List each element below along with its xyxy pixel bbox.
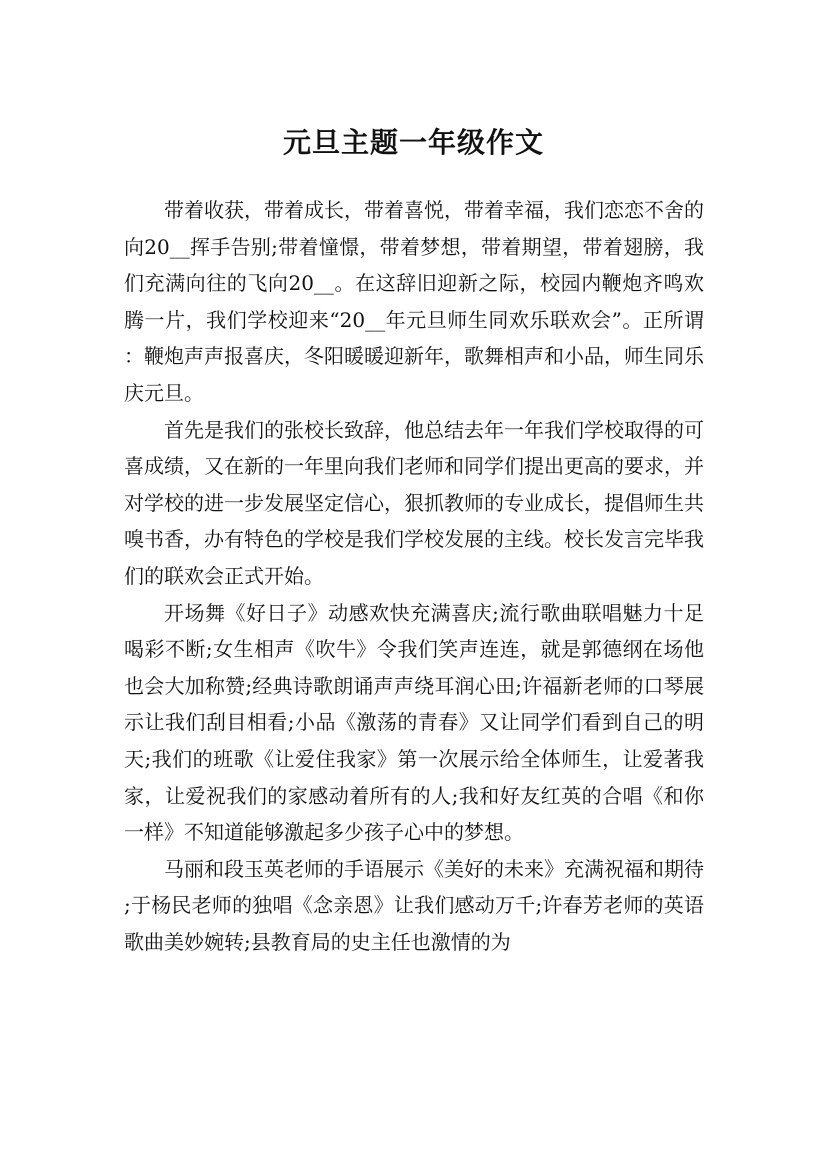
paragraph-1: 带着收获，带着成长，带着喜悦，带着幸福，我们恋恋不舍的向20__挥手告别;带着憧憬，带着梦想，带着期望，带着翅膀，我们充满向往的飞向20__。在这辞旧迎新之际，校园内鞭炮齐鸣欢腾一片，我们学校迎来“20__年元旦师生同欢乐联欢会”。正所谓：鞭炮声声报喜庆，冬阳暖暖迎新年，歌舞相声和小品，师生同乐庆元旦。: [124, 198, 704, 405]
paragraph-4: 马丽和段玉英老师的手语展示《美好的未来》充满祝福和期待;于杨民老师的独唱《念亲恩》让我们感动万千;许春芳老师的英语歌曲美妙婉转;县教育局的史主任也激情的为: [124, 856, 704, 954]
document-body: [124, 192, 704, 960]
paragraph-2: 首先是我们的张校长致辞，他总结去年一年我们学校取得的可喜成绩，又在新的一年里向我们老师和同学们提出更高的要求，并对学校的进一步发展坚定信心，狠抓教师的专业成长，提倡师生共嗅书香，办有特色的学校是我们学校发展的主线。校长发言完毕我们的联欢会正式开始。: [124, 417, 704, 588]
paragraph-3: 开场舞《好日子》动感欢快充满喜庆;流行歌曲联唱魅力十足喝彩不断;女生相声《吹牛》令我们笑声连连，就是郭德纲在场他也会大加称赞;经典诗歌朗诵声声绕耳润心田;许福新老师的口琴展示让我们刮目相看;小品《激荡的青春》又让同学们看到自己的明天;我们的班歌《让爱住我家》第一次展示给全体师生，让爱著我家，让爱祝我们的家感动着所有的人;我和好友红英的合唱《和你一样》不知道能够激起多少孩子心中的梦想。: [124, 600, 704, 845]
document-title: 元旦主题一年级作文: [282, 125, 544, 159]
